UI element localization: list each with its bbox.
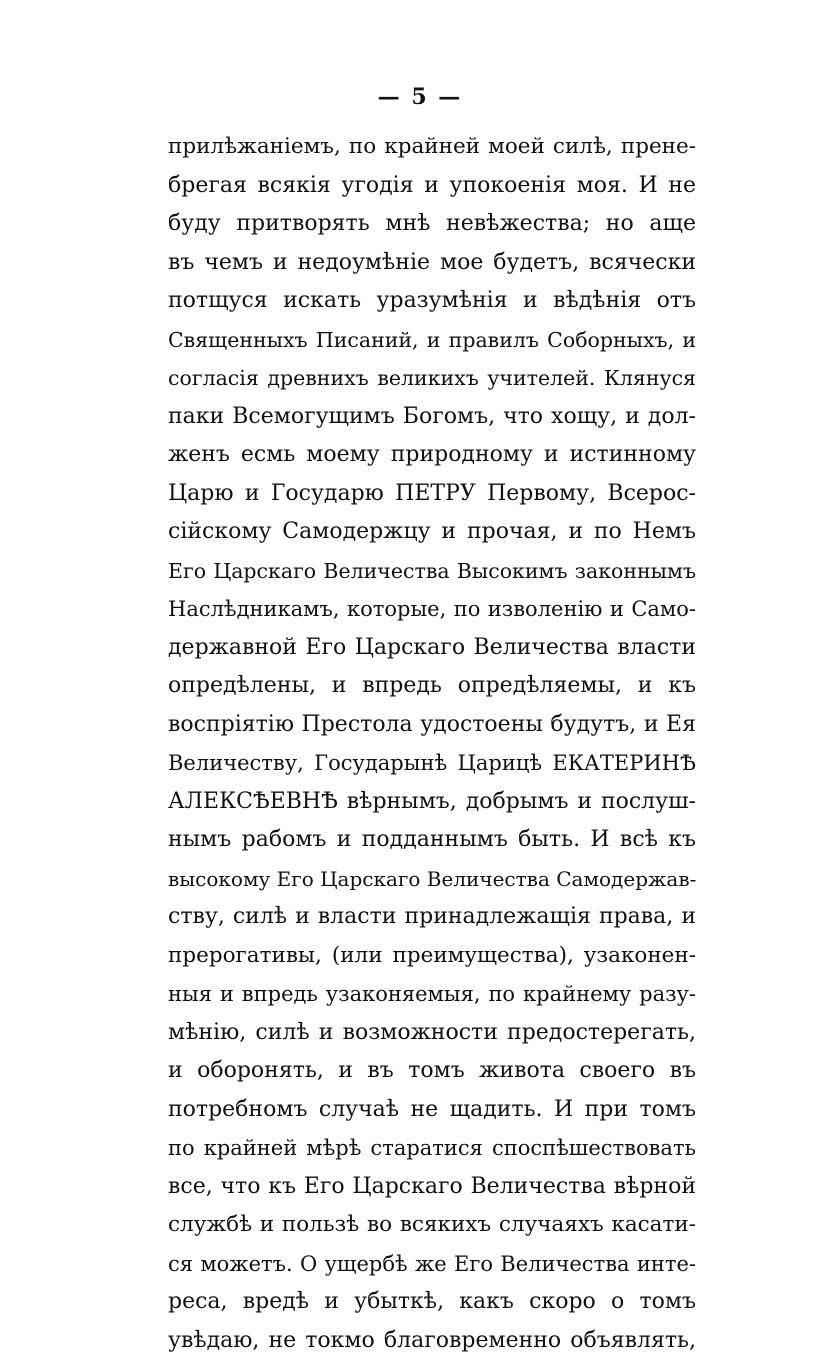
text-line: брегая всякiя угодiя и упокоенiя моя. И не <box>168 167 696 206</box>
text-line: въ чемъ и недоумѣнiе мое будетъ, всячески <box>168 244 696 283</box>
text-line: опредѣлены, и впредь опредѣляемы, и къ <box>168 667 696 706</box>
text-line: Священныхъ Писаний, и правилъ Соборныхъ, и <box>168 321 696 360</box>
text-line: женъ есмь моему природному и истинному <box>168 436 696 475</box>
text-line: высокому Его Царскаго Величества Самодержав- <box>168 860 696 899</box>
text-line: и оборонять, и въ томъ живота своего въ <box>168 1052 696 1091</box>
text-line: реса, вредѣ и убыткѣ, какъ скоро о томъ <box>168 1283 696 1322</box>
text-line: все, что къ Его Царскаго Величества вѣрной <box>168 1168 696 1207</box>
text-line: прилѣжанiемъ, по крайней моей силѣ, прене- <box>168 128 696 167</box>
text-line: воспрiятiю Престола удостоены будутъ, и Ея <box>168 706 696 745</box>
text-line: державной Его Царскаго Величества власти <box>168 629 696 668</box>
text-line: по крайней мѣрѣ старатися споспѣшествовать <box>168 1129 696 1168</box>
text-line: Царю и Государю ПЕТРУ Первому, Всерос- <box>168 475 696 514</box>
text-line: нымъ рабомъ и подданнымъ быть. И всѣ къ <box>168 821 696 860</box>
text-line: ныя и впредь узаконяемыя, по крайнему разу- <box>168 975 696 1014</box>
text-line: паки Всемогущимъ Богомъ, что хощу, и дол- <box>168 398 696 437</box>
text-line: увѣдаю, не токмо благовременно объявлять, <box>168 1322 696 1360</box>
text-line: Наслѣдникамъ, которые, по изволенiю и Само- <box>168 590 696 629</box>
text-line: согласiя древнихъ великихъ учителей. Клянуся <box>168 359 696 398</box>
text-line: сiйскому Самодержцу и прочая, и по Немъ <box>168 513 696 552</box>
text-line: ству, силѣ и власти принадлежащiя права, и <box>168 898 696 937</box>
text-line: ся можетъ. О ущербѣ же Его Величества инте- <box>168 1245 696 1284</box>
text-line: буду притворять мнѣ невѣжества; но аще <box>168 205 696 244</box>
text-line: потребномъ случаѣ не щадить. И при томъ <box>168 1091 696 1130</box>
page-number: — 5 — <box>0 84 840 110</box>
text-line: АЛЕКСѢЕВНѢ вѣрнымъ, добрымъ и послуш- <box>168 783 696 822</box>
text-line: мѣнiю, силѣ и возможности предостерегать, <box>168 1014 696 1053</box>
text-line: Величеству, Государынѣ Царицѣ ЕКАТЕРИНѢ <box>168 744 696 783</box>
text-line: службѣ и пользѣ во всякихъ случаяхъ касати- <box>168 1206 696 1245</box>
text-line: Его Царскаго Величества Высокимъ законнымъ <box>168 552 696 591</box>
body-text <box>168 128 696 1360</box>
text-line: потщуся искать уразумѣнiя и вѣдѣнiя отъ <box>168 282 696 321</box>
text-line: прерогативы, (или преимущества), узаконен- <box>168 937 696 976</box>
